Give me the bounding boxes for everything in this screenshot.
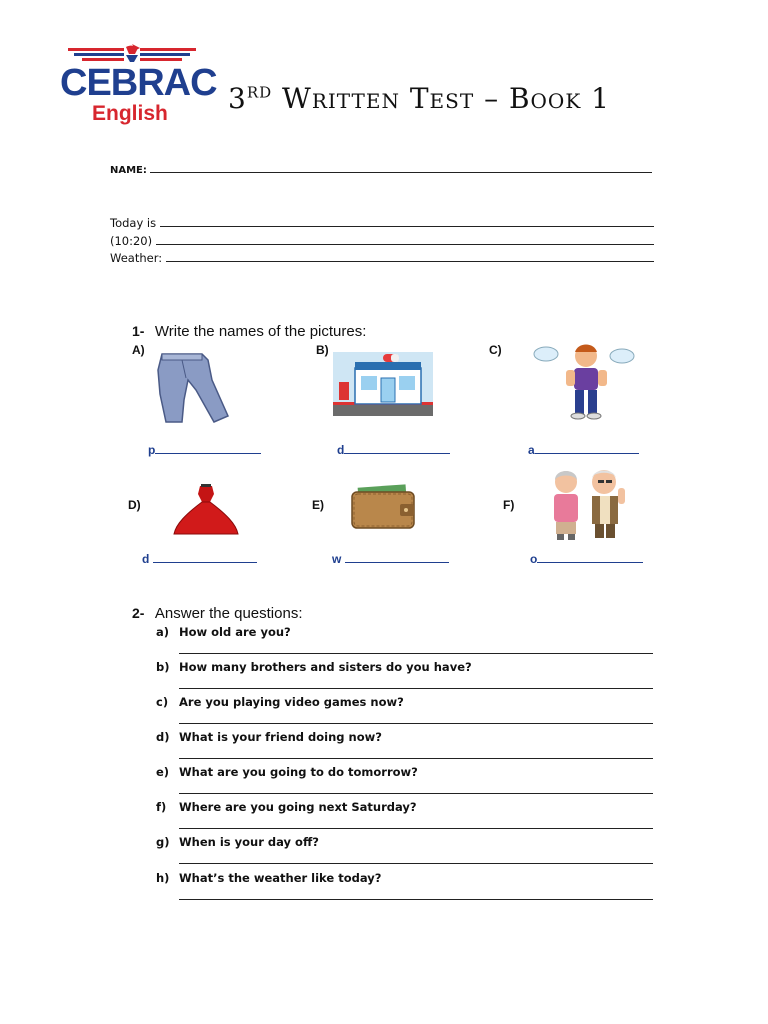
- section-2-heading: [132, 605, 303, 623]
- question-letter: h): [156, 871, 170, 885]
- hint-line-f[interactable]: [537, 561, 643, 563]
- question-text: Are you playing video games now?: [179, 695, 404, 709]
- answer-line[interactable]: [179, 653, 653, 654]
- today-label: Today is: [110, 216, 157, 230]
- title-number: 3: [228, 82, 247, 115]
- answer-line[interactable]: [179, 758, 653, 759]
- page-title: [228, 82, 610, 115]
- question-text: What’s the weather like today?: [179, 871, 382, 885]
- weather-input-line[interactable]: [166, 260, 654, 262]
- title-text: Written Test – Book 1: [272, 82, 610, 115]
- hint-letter-c: a: [528, 443, 535, 457]
- question-letter: b): [156, 660, 170, 674]
- question-text: How many brothers and sisters do you have?: [179, 660, 472, 674]
- answer-hint-e[interactable]: [332, 552, 449, 566]
- logo-subtitle: English: [92, 102, 168, 125]
- answer-line[interactable]: [179, 793, 653, 794]
- question-letter: c): [156, 695, 169, 709]
- weather-field: [110, 251, 654, 265]
- answer-line[interactable]: [179, 828, 653, 829]
- picture-letter-e: E): [312, 498, 324, 512]
- picture-letter-b: B): [316, 343, 329, 357]
- name-input-line[interactable]: [150, 171, 652, 173]
- question-letter: e): [156, 765, 170, 779]
- question-text: What are you going to do tomorrow?: [179, 765, 418, 779]
- answer-line[interactable]: [179, 863, 653, 864]
- answer-line[interactable]: [179, 688, 653, 689]
- picture-letter-a: A): [132, 343, 145, 357]
- picture-letter-c: C): [489, 343, 502, 357]
- section-2-title: Answer the questions:: [154, 605, 303, 622]
- question-letter: g): [156, 835, 170, 849]
- hint-letter-e: w: [332, 552, 345, 566]
- question-text: What is your friend doing now?: [179, 730, 382, 744]
- hint-line-b[interactable]: [344, 452, 450, 454]
- hint-line-e[interactable]: [345, 561, 449, 563]
- drugstore-icon: [333, 352, 433, 416]
- answer-line[interactable]: [179, 899, 653, 900]
- cebrac-logo: [58, 42, 217, 132]
- hint-letter-d: d: [142, 552, 153, 566]
- hint-letter-b: d: [337, 443, 345, 457]
- hint-line-c[interactable]: [535, 452, 639, 454]
- picture-letter-f: F): [503, 498, 515, 512]
- question-text: How old are you?: [179, 625, 291, 639]
- question-text: Where are you going next Saturday?: [179, 800, 417, 814]
- old-couple-icon: [540, 466, 634, 542]
- section-1-heading: [132, 323, 366, 341]
- answer-hint-a[interactable]: [148, 443, 261, 457]
- weather-label: Weather:: [110, 251, 163, 265]
- section-1-title: Write the names of the pictures:: [154, 323, 367, 340]
- hint-line-a[interactable]: [155, 452, 261, 454]
- time-input-line[interactable]: [156, 243, 654, 245]
- hint-letter-a: p: [148, 443, 156, 457]
- answer-hint-d[interactable]: [142, 552, 257, 566]
- section-2-number: 2-: [132, 605, 145, 621]
- answer-hint-b[interactable]: [337, 443, 450, 457]
- angry-boy-icon: [532, 342, 636, 420]
- answer-line[interactable]: [179, 723, 653, 724]
- logo-brand: CEBRAC: [60, 62, 217, 104]
- pants-icon: [152, 350, 234, 426]
- today-input-line[interactable]: [160, 225, 654, 227]
- hint-line-d[interactable]: [153, 561, 257, 563]
- name-field: [110, 165, 652, 176]
- hint-letter-f: o: [530, 552, 538, 566]
- answer-hint-c[interactable]: [528, 443, 639, 457]
- time-label: (10:20): [110, 234, 153, 248]
- question-letter: d): [156, 730, 170, 744]
- today-field: [110, 216, 654, 230]
- title-superscript: RD: [246, 83, 273, 102]
- time-field: [110, 234, 654, 248]
- wallet-icon: [350, 484, 416, 530]
- question-letter: f): [156, 800, 167, 814]
- question-letter: a): [156, 625, 170, 639]
- picture-letter-d: D): [128, 498, 141, 512]
- dress-icon: [170, 484, 242, 538]
- name-label: NAME:: [110, 165, 147, 176]
- answer-hint-f[interactable]: [530, 552, 643, 566]
- section-1-number: 1-: [132, 323, 145, 339]
- question-text: When is your day off?: [179, 835, 319, 849]
